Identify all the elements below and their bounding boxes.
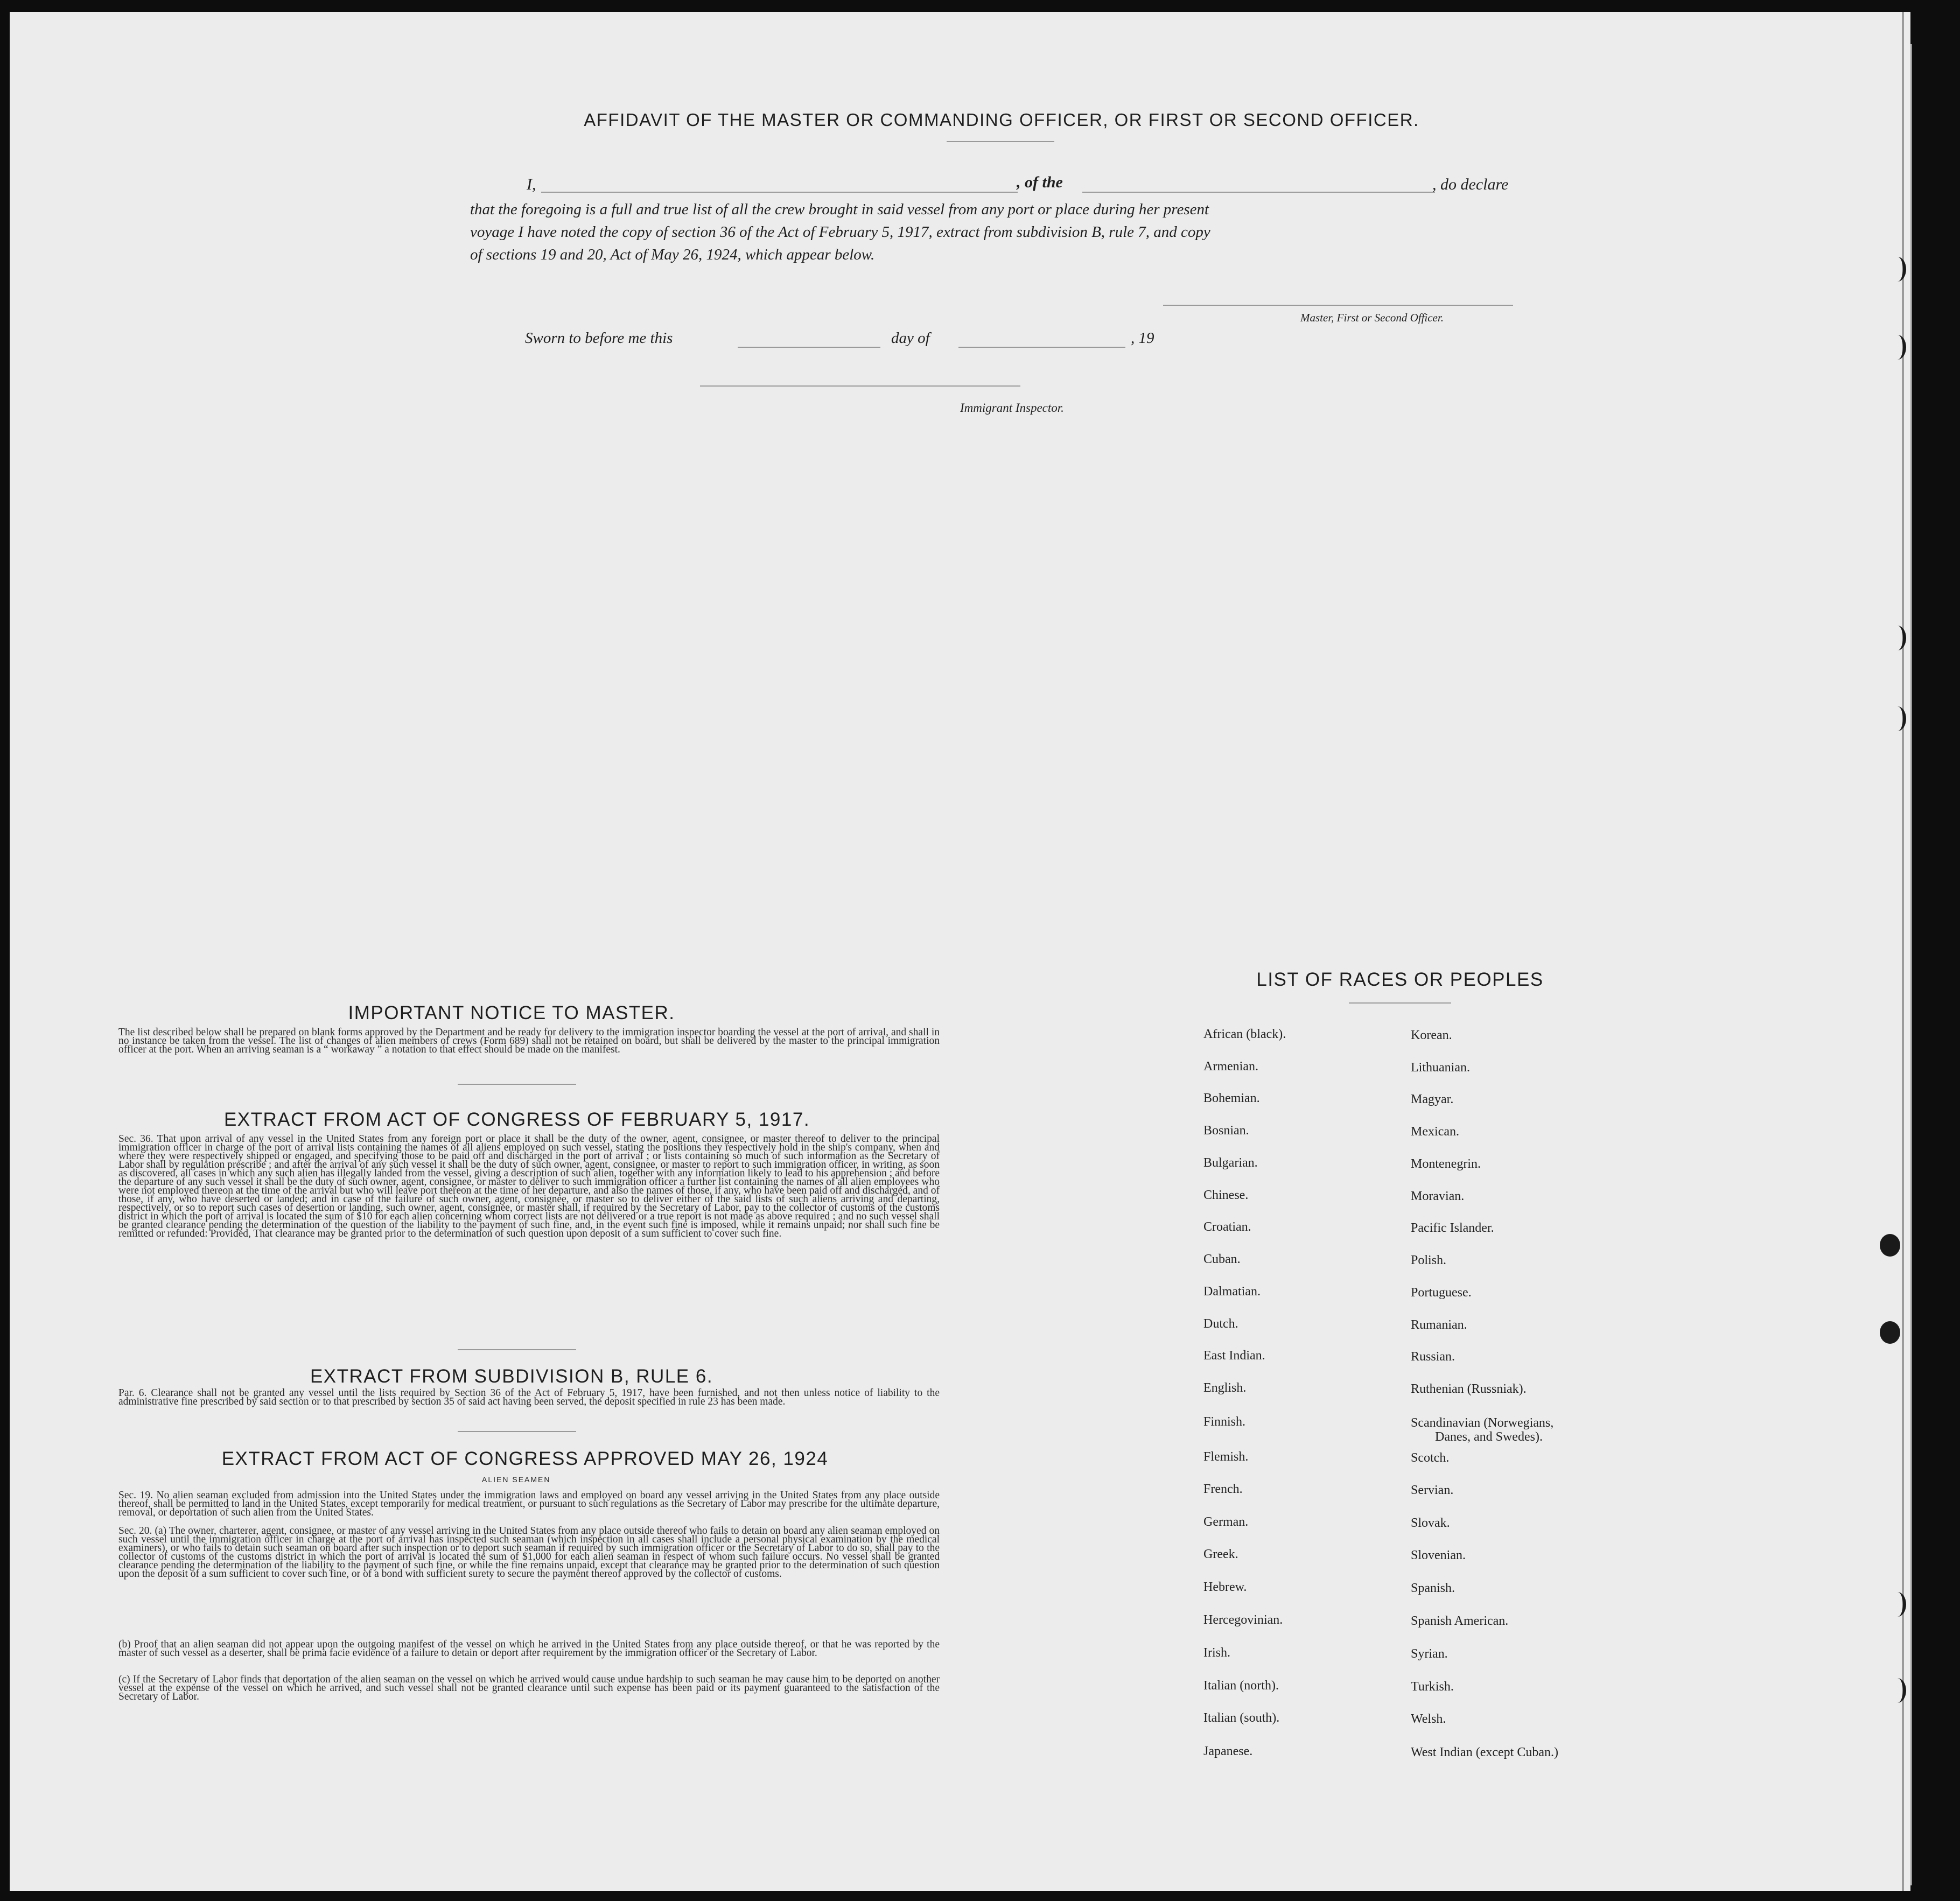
- race-item: Bulgarian.: [1203, 1156, 1258, 1170]
- race-item: Italian (south).: [1203, 1711, 1280, 1725]
- day-of-label: day of: [891, 329, 930, 347]
- race-item: Korean.: [1411, 1028, 1452, 1042]
- affidavit-declare-label: , do declare: [1432, 176, 1509, 193]
- extract-1924-paragraph: Sec. 20. (a) The owner, charterer, agent, consignee, or master of any vessel arriving in the United States from any place outside thereof who fails to detain on board any alien seaman employed on such vessel until the immigration officer in charge at the port of arrival has inspected such seaman (which inspection in all cases shall include a personal physical examination by the medical examiners), or who fails to detain such seaman on board after such inspection or to deport such seaman if required by such immigration officer or the Secretary of Labor to do so, shall pay to the collector of customs of the customs district in which the port of arrival is located the sum of $1,000 for each alien seaman in respect of whom such failure occurs. No vessel shall be granted clearance pending the determination of the liability to the payment of such fine, or while the fine remains unpaid, except that clearance may be granted prior to the determination of such question upon the deposit of a sum sufficient to cover such fine, or of a bond with sufficient surety to secure the payment thereof approved by the collector of customs.: [118, 1525, 940, 1580]
- race-item: Bohemian.: [1203, 1091, 1260, 1105]
- race-item: Portuguese.: [1411, 1286, 1472, 1300]
- binder-hole-icon: [1880, 1234, 1900, 1257]
- binder-hole-icon: [1889, 626, 1906, 650]
- document-page: [10, 12, 1910, 1891]
- extract-1924-paragraph: Sec. 19. No alien seaman excluded from admission into the United States under the immigration laws and employed on board any vessel arriving in the United States from any place outside thereof, shall be permitted to land in the United States, except temporarily for medical treatment, or pursuant to such regulations as the Secretary of Labor may prescribe for the ultimate departure, removal, or deportation of such alien from the United States.: [118, 1490, 940, 1518]
- declaration-line: of sections 19 and 20, Act of May 26, 1924, which appear below.: [470, 246, 875, 263]
- race-item: Danes, and Swedes).: [1435, 1430, 1543, 1444]
- race-item: Scandinavian (Norwegians,: [1411, 1416, 1554, 1430]
- notice-text: The list described below shall be prepared on blank forms approved by the Department and be ready for delivery to the immigration inspector boarding the vessel at the port of arrival, and shall in no instance be taken from the vessel. The list of changes of alien members of crews (Form 689) shall not be retained on board, but shall be delivered by the master to the principal immigration officer at the port. When an arriving seaman is a “ workaway ” a notation to that effect should be made on the manifest.: [118, 1027, 940, 1055]
- race-item: West Indian (except Cuban.): [1411, 1745, 1558, 1759]
- race-item: Pacific Islander.: [1411, 1221, 1494, 1235]
- race-item: Polish.: [1411, 1253, 1447, 1267]
- extract-1924-paragraph: (c) If the Secretary of Labor finds that deportation of the alien seaman on the vessel on which he arrived would cause undue hardship to such seaman he may cause him to be deported on another vessel at the expense of the vessel on which he arrived, and such vessel shall not be granted clearance until such expense has been paid or its payment guaranteed to the satisfaction of the Secretary of Labor.: [118, 1674, 940, 1702]
- month-blank: [958, 347, 1125, 348]
- extract-1924-paragraph: (b) Proof that an alien seaman did not appear upon the outgoing manifest of the vessel on which he arrived in the United States from any place outside thereof, or that he was reported by the master of such vessel as a deserter, shall be prima facie evidence of a failure to detain or deport after requirement by the immigration officer or the Secretary of Labor.: [118, 1639, 940, 1659]
- race-item: Hercegovinian.: [1203, 1613, 1283, 1627]
- divider: [458, 1084, 576, 1085]
- race-item: Flemish.: [1203, 1450, 1249, 1464]
- binder-hole-icon: [1889, 257, 1906, 282]
- extract-rule6-text: Par. 6. Clearance shall not be granted any vessel until the lists required by Section 36 of the Act of February 5, 1917, have been furnished, and not then unless notice of liability to the administrative fine prescribed by said section or to that prescribed by section 35 of said act having been served, the deposit specified in rule 23 has been made.: [118, 1387, 940, 1407]
- inspector-label: Immigrant Inspector.: [960, 401, 1064, 415]
- race-item: Chinese.: [1203, 1188, 1249, 1202]
- race-item: East Indian.: [1203, 1349, 1265, 1363]
- extract-1924-title: EXTRACT FROM ACT OF CONGRESS APPROVED MAY 26, 1924: [221, 1448, 829, 1469]
- race-item: Spanish American.: [1411, 1614, 1509, 1628]
- inspector-signature-line: [700, 385, 1020, 387]
- race-item: Montenegrin.: [1411, 1157, 1481, 1171]
- master-signature-label: Master, First or Second Officer.: [1300, 311, 1444, 324]
- master-signature-line: [1163, 305, 1513, 306]
- race-item: Syrian.: [1411, 1647, 1448, 1661]
- race-item: German.: [1203, 1515, 1249, 1529]
- race-item: Greek.: [1203, 1547, 1238, 1561]
- race-item: Turkish.: [1411, 1680, 1454, 1694]
- binder-hole-icon: [1889, 1678, 1906, 1703]
- race-item: Finnish.: [1203, 1415, 1246, 1429]
- affidavit-of-the-label: , of the: [1017, 173, 1063, 191]
- race-item: Rumanian.: [1411, 1318, 1467, 1332]
- race-item: Cuban.: [1203, 1252, 1241, 1266]
- race-item: Slovak.: [1411, 1516, 1450, 1530]
- affidavit-i-label: I,: [527, 176, 536, 193]
- extract-1917-title: EXTRACT FROM ACT OF CONGRESS OF FEBRUARY 5, 1917.: [223, 1109, 810, 1130]
- year-label: , 19: [1131, 329, 1154, 347]
- divider: [458, 1431, 576, 1432]
- race-item: Slovenian.: [1411, 1548, 1466, 1562]
- race-item: Russian.: [1411, 1350, 1455, 1364]
- race-item: Japanese.: [1203, 1744, 1253, 1758]
- binder-hole-icon: [1889, 335, 1906, 360]
- race-item: Bosnian.: [1203, 1124, 1249, 1138]
- binder-hole-icon: [1880, 1321, 1900, 1344]
- binder-hole-icon: [1889, 1592, 1906, 1617]
- declaration-line: voyage I have noted the copy of section 36 of the Act of February 5, 1917, extract from subdivision B, rule 7, and copy: [470, 223, 1210, 241]
- day-blank: [738, 347, 880, 348]
- race-item: Welsh.: [1411, 1712, 1446, 1726]
- race-item: Ruthenian (Russniak).: [1411, 1382, 1527, 1396]
- race-item: Spanish.: [1411, 1581, 1455, 1595]
- name-blank: [541, 192, 1018, 193]
- race-item: Moravian.: [1411, 1189, 1465, 1203]
- race-item: Dutch.: [1203, 1317, 1238, 1331]
- binder-hole-icon: [1889, 706, 1906, 731]
- race-item: Dalmatian.: [1203, 1285, 1261, 1299]
- race-item: Irish.: [1203, 1646, 1230, 1660]
- page-edge: [1910, 44, 1912, 1885]
- notice-title: IMPORTANT NOTICE TO MASTER.: [348, 1002, 675, 1023]
- race-item: African (black).: [1203, 1027, 1286, 1041]
- race-item: Magyar.: [1411, 1092, 1454, 1106]
- declaration-line: that the foregoing is a full and true list of all the crew brought in said vessel from any port or place during her present: [470, 201, 1209, 218]
- affidavit-title: AFFIDAVIT OF THE MASTER OR COMMANDING OFFICER, OR FIRST OR SECOND OFFICER.: [584, 110, 1419, 130]
- race-item: Italian (north).: [1203, 1679, 1279, 1693]
- race-item: English.: [1203, 1381, 1247, 1395]
- race-item: Hebrew.: [1203, 1580, 1247, 1594]
- vessel-blank: [1082, 192, 1435, 193]
- divider: [1349, 1002, 1451, 1004]
- race-item: Servian.: [1411, 1483, 1454, 1497]
- divider: [947, 141, 1054, 142]
- race-item: Mexican.: [1411, 1125, 1459, 1139]
- extract-1924-subtitle: ALIEN SEAMEN: [482, 1475, 551, 1484]
- race-item: Croatian.: [1203, 1220, 1251, 1234]
- sworn-label: Sworn to before me this: [525, 329, 673, 347]
- extract-1917-text: Sec. 36. That upon arrival of any vessel in the United States from any foreign port or place it shall be the duty of the owner, agent, consignee, or master thereof to deliver to the principal immigration officer in charge of the port of arrival lists containing the names of all aliens employed on such vessel, stating the positions they respectively hold in the ship's company, when and where they were respectively shipped or engaged, and specifying those to be paid off and discharged in the port of arrival ; or lists containing so much of such information as the Secretary of Labor shall by regulation prescribe ; and after the arrival of any such vessel it shall be the duty of such owner, agent, consignee, or master to report to such immigration officer, in writing, as soon as discovered, all cases in which any such alien has illegally landed from the vessel, giving a description of such alien, together with any information likely to lead to his apprehension ; and before the departure of any such vessel it shall be the duty of such owner, agent, consignee, or master to deliver to such immigration officer a further list containing the names of all alien employees who were not employed thereon at the time of the arrival but who will leave port thereon at the time of her departure, and also the names of those, if any, who have been paid off and discharged, and of those, if any, who have deserted or landed; and in case of the failure of such owner, agent, consignee, or master so to deliver either of the said lists of such aliens arriving and departing, respectively, or so to report such cases of desertion or landing, such owner, agent, consignee, or master shall, if required by the Secretary of Labor, pay to the collector of customs of the customs district in which the port of arrival is located the sum of $10 for each alien concerning whom correct lists are not delivered or a true report is not made as above required ; and no such vessel shall be granted clearance pending the determination of the question of the liability to the payment of such fine, and, in the event such fine is imposed, while it remains unpaid; nor shall such fine be remitted or refunded: Provided, That clearance may be granted prior to the determination of such question upon deposit of a sum sufficient to cover such fine.: [118, 1133, 940, 1239]
- divider: [458, 1349, 576, 1350]
- race-item: Scotch.: [1411, 1451, 1450, 1465]
- race-item: Armenian.: [1203, 1060, 1258, 1074]
- race-item: French.: [1203, 1482, 1243, 1496]
- extract-rule6-title: EXTRACT FROM SUBDIVISION B, RULE 6.: [310, 1366, 713, 1387]
- race-item: Lithuanian.: [1411, 1061, 1470, 1075]
- races-title: LIST OF RACES OR PEOPLES: [1256, 969, 1544, 990]
